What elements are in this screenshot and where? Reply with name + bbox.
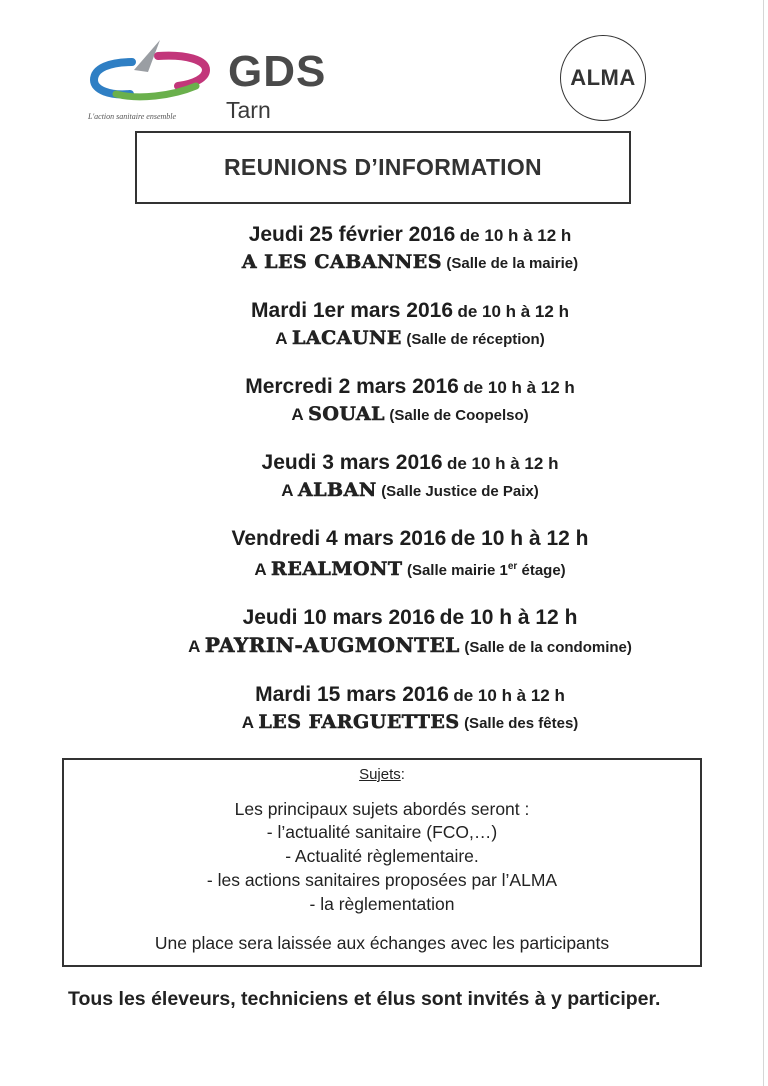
page-edge-line	[763, 0, 764, 1086]
meeting-item	[80, 221, 740, 276]
footer-invitation: Tous les éleveurs, techniciens et élus sont invités à y participer.	[68, 988, 661, 1010]
gds-logo-emblem-icon	[88, 32, 228, 112]
meeting-time: de 10 h à 12 h	[459, 226, 572, 245]
meetings-list	[80, 221, 740, 757]
topic-item: - les actions sanitaires proposées par l’ALMA	[206, 870, 558, 890]
meeting-prefix: A	[241, 713, 254, 732]
meeting-town: LACAUNE	[292, 327, 402, 349]
meeting-venue: (Salle Justice de Paix)	[381, 483, 539, 500]
meeting-venue: (Salle mairie 1er étage)	[406, 561, 566, 579]
gds-logo	[88, 32, 327, 127]
meeting-time: de 10 h à 12 h	[457, 302, 569, 321]
meeting-town: A LES CABANNES	[241, 251, 442, 273]
topic-item: - l’actualité sanitaire (FCO,…)	[266, 822, 498, 842]
meeting-time: de 10 h à 12 h	[439, 606, 578, 629]
title-box	[135, 131, 631, 204]
meeting-time: de 10 h à 12 h	[446, 454, 559, 473]
meeting-date: Jeudi 10 mars 2016	[242, 606, 436, 629]
meeting-prefix: A	[254, 560, 267, 579]
topics-heading: Sujets:	[359, 766, 405, 783]
meeting-town: ALBAN	[297, 479, 377, 501]
meeting-venue: (Salle de réception)	[406, 331, 545, 348]
meeting-time: de 10 h à 12 h	[453, 686, 565, 705]
meeting-date: Mardi 1er mars 2016	[251, 299, 453, 322]
meeting-date: Mercredi 2 mars 2016	[245, 375, 459, 398]
alma-badge-label: ALMA	[570, 65, 636, 90]
meeting-town: SOUAL	[308, 403, 385, 425]
meeting-prefix: A	[291, 405, 304, 424]
meeting-town: PAYRIN-AUGMONTEL	[204, 633, 460, 657]
meeting-prefix: A	[188, 637, 201, 656]
meeting-prefix: A	[275, 329, 288, 348]
meeting-prefix: A	[281, 481, 294, 500]
page-title: REUNIONS D’INFORMATION	[224, 154, 542, 180]
alma-badge	[560, 35, 646, 121]
meeting-item	[80, 604, 740, 660]
meeting-venue: (Salle de la condomine)	[464, 639, 632, 656]
topic-item: - la règlementation	[309, 894, 455, 914]
meeting-date: Vendredi 4 mars 2016	[231, 527, 447, 550]
meeting-date: Mardi 15 mars 2016	[255, 683, 449, 706]
gds-logo-name: GDS	[228, 47, 327, 96]
meeting-item	[80, 373, 740, 428]
meeting-town: REALMONT	[271, 558, 403, 580]
meeting-town: LES FARGUETTES	[258, 711, 460, 733]
meeting-date: Jeudi 3 mars 2016	[261, 451, 443, 474]
meeting-time: de 10 h à 12 h	[450, 527, 589, 550]
gds-logo-region: Tarn	[226, 97, 271, 123]
topics-box	[62, 758, 702, 967]
meeting-venue: (Salle de Coopelso)	[389, 407, 529, 424]
meeting-item	[80, 525, 740, 583]
meeting-time: de 10 h à 12 h	[463, 378, 575, 397]
meeting-venue: (Salle de la mairie)	[446, 255, 579, 272]
topics-intro: Les principaux sujets abordés seront :	[234, 799, 530, 819]
meeting-date: Jeudi 25 février 2016	[248, 223, 456, 246]
meeting-item	[80, 449, 740, 504]
meeting-item	[80, 681, 740, 736]
meeting-venue: (Salle des fêtes)	[464, 715, 579, 732]
meeting-item	[80, 297, 740, 352]
topic-item: - Actualité règlementaire.	[285, 846, 479, 866]
gds-logo-tagline: L'action sanitaire ensemble	[88, 112, 177, 121]
topics-closing: Une place sera laissée aux échanges avec les participants	[154, 933, 610, 953]
